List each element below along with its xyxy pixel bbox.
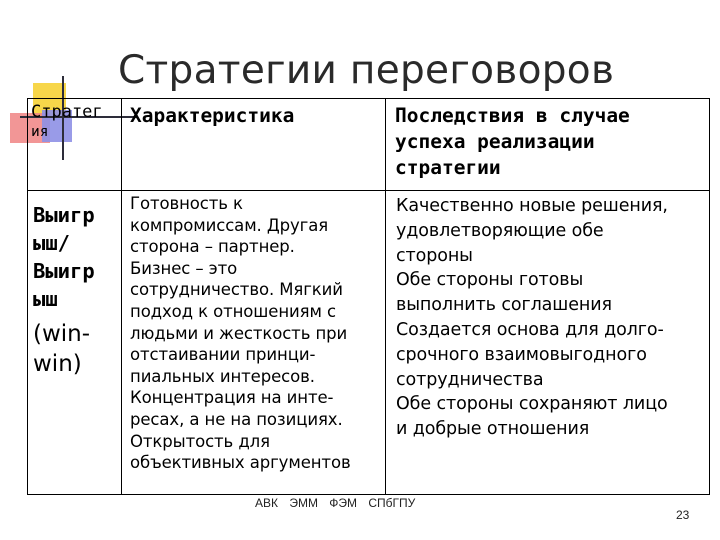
characteristic-line: сотрудничество. Мягкий <box>130 280 343 300</box>
consequences-line: удовлетворяющие обе <box>396 220 604 241</box>
cell-strategy <box>28 191 122 495</box>
consequences-line: выполнить соглашения <box>396 295 612 316</box>
table-header-row <box>28 99 710 191</box>
characteristic-line: объективных аргументов <box>130 453 351 473</box>
header-consequences <box>386 99 710 191</box>
consequences-line: стороны <box>396 245 473 266</box>
characteristic-line: Концентрация на инте- <box>130 388 334 408</box>
header-consequences-line: Последствия в случае <box>395 104 630 127</box>
strategy-line: Выигр <box>33 203 95 227</box>
strategy-line: ыш <box>33 287 58 311</box>
slide-title: Стратегии переговоров <box>118 48 615 93</box>
strategy-note <box>33 319 121 379</box>
characteristic-line: людьми и жесткость при <box>130 323 348 343</box>
header-strategy-line: Стратег <box>31 102 103 122</box>
characteristic-line: сторона – партнер. <box>130 237 295 257</box>
consequences-line: сотрудничества <box>396 369 544 390</box>
strategy-note-line: win) <box>33 351 82 377</box>
cell-characteristic <box>122 191 386 495</box>
cell-consequences <box>386 191 710 495</box>
header-strategy <box>28 99 122 191</box>
header-characteristic: Характеристика <box>122 99 386 191</box>
consequences-line: Создается основа для долго- <box>396 319 664 340</box>
consequences-line: и добрые отношения <box>396 419 590 440</box>
header-strategy-line: ия <box>31 124 49 140</box>
characteristic-line: Бизнес – это <box>130 258 238 278</box>
characteristic-line: пиальных интересов. <box>130 366 315 386</box>
characteristic-line: отстаивании принци- <box>130 345 316 365</box>
strategy-note-line: (win- <box>33 321 91 347</box>
consequences-line: Качественно новые решения, <box>396 196 668 216</box>
page-number: 23 <box>676 508 690 522</box>
consequences-line: Обе стороны сохраняют лицо <box>396 394 668 415</box>
header-consequences-line: стратегии <box>395 156 501 179</box>
strategy-line: ыш/ <box>33 231 71 255</box>
characteristic-line: компромиссам. Другая <box>130 215 329 235</box>
slide-footer: АВК ЭММ ФЭМ СПбГПУ <box>255 496 416 510</box>
characteristic-line: подход к отношениям с <box>130 301 336 321</box>
consequences-line: Обе стороны готовы <box>396 270 584 291</box>
table-row <box>28 191 710 495</box>
strategy-table <box>27 98 710 495</box>
characteristic-line: Открытость для <box>130 431 270 451</box>
characteristic-line: ресах, а не на позициях. <box>130 409 343 429</box>
characteristic-line: Готовность к <box>130 194 243 213</box>
strategy-line: Выигр <box>33 259 95 283</box>
header-consequences-line: успеха реализации <box>395 130 595 153</box>
consequences-line: срочного взаимовыгодного <box>396 344 647 365</box>
